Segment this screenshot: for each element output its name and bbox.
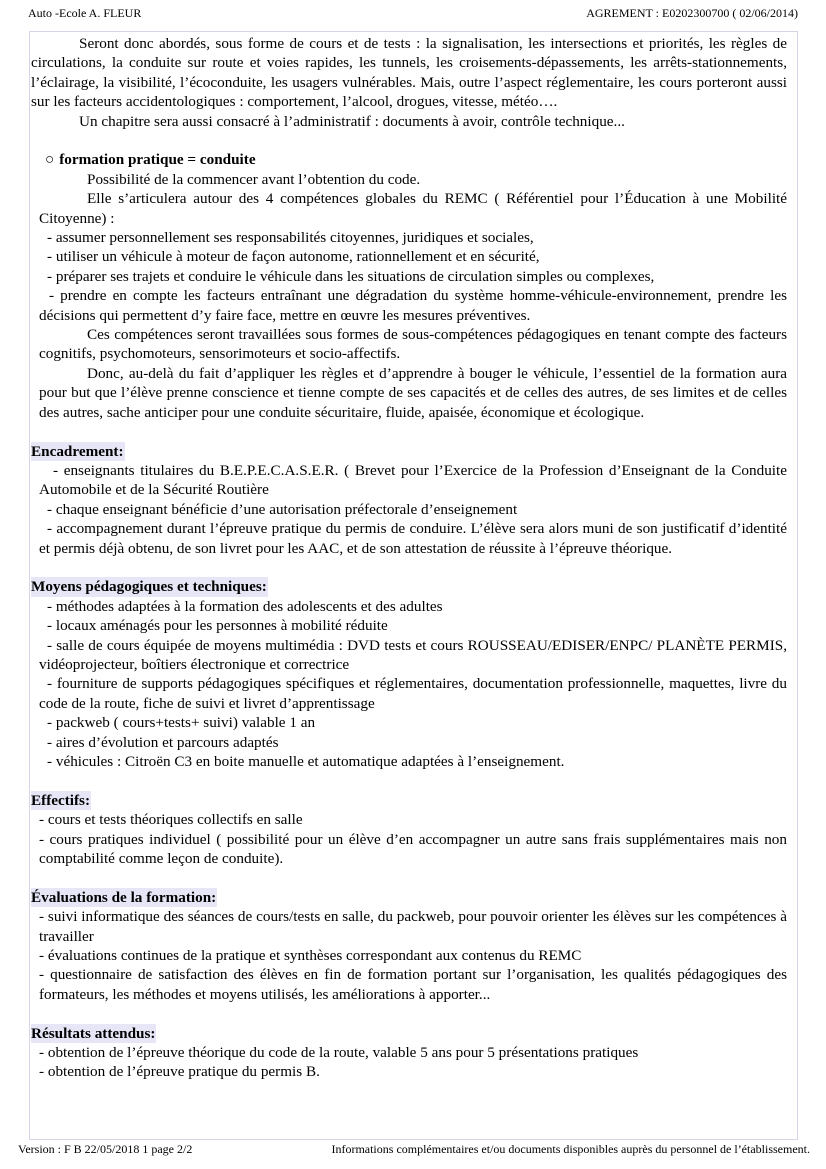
pratique-paragraph: Donc, au-delà du fait d’appliquer les règles et d’apprendre à bouger le véhicule, l’essentiel de la formation aura pour but que l’élève prenne conscience et tienne compte de ses capacités et de celles des autres, de ses limites et de celles des autres, sache anticiper pour une conduite sécuritaire, fluide, apaisée, économique et écologique. bbox=[39, 364, 787, 421]
list-item: - accompagnement durant l’épreuve pratique du permis de conduire. L’élève sera alors muni de son justificatif d’identité et permis déjà obtenu, de son livret pour les AAC, et de son attestation de réussite à l’épreuve théorique. bbox=[39, 520, 787, 557]
pratique-section bbox=[31, 170, 787, 422]
intro-paragraph: Seront donc abordés, sous forme de cours et de tests : la signalisation, les intersections et priorités, les règles de circulations, la conduite sur route et voies rapides, les tunnels, les croisements-dépassements, les arrêts-stationnements, l’éclairage, la visibilité, l’écoconduite, les usagers vulnérables. Mais, outre l’aspect réglementaire, les cours porteront aussi sur les facteurs accidentologiques : comportement, l’alcool, drogues, vitesse, météo…. bbox=[31, 35, 787, 111]
list-item: - fourniture de supports pédagogiques spécifiques et réglementaires, documentation professionnelle, maquettes, livre du code de la route, fiche de suivi et livret d’apprentissage bbox=[39, 675, 787, 712]
footer-info: Informations complémentaires et/ou documents disponibles auprès du personnel de l’établissement. bbox=[331, 1142, 810, 1156]
section-encadrement bbox=[31, 442, 787, 558]
list-item: - enseignants titulaires du B.E.P.E.C.A.S.E.R. ( Brevet pour l’Exercice de la Profession d’Enseignant de la Conduite Automobile et de la Sécurité Routière bbox=[39, 461, 787, 499]
document-body bbox=[31, 34, 787, 1082]
list-item: - cours pratiques individuel ( possibilité pour un élève d’en accompagner un autre sans frais supplémentaires mais non comptabilité comme leçon de conduite). bbox=[39, 830, 787, 867]
list-item: - cours et tests théoriques collectifs en salle bbox=[39, 811, 303, 829]
section-heading: Encadrement: bbox=[31, 442, 124, 460]
pratique-heading bbox=[31, 150, 787, 169]
section-heading: Résultats attendus: bbox=[31, 1024, 156, 1042]
list-item: - suivi informatique des séances de cours/tests en salle, du packweb, pour pouvoir orienter les élèves sur les compétences à travailler bbox=[39, 908, 787, 945]
section-evaluations bbox=[31, 888, 787, 1004]
section-effectifs bbox=[31, 791, 787, 869]
list-item: - chaque enseignant bénéficie d’une autorisation préfectorale d’enseignement bbox=[47, 500, 518, 518]
section-heading: Effectifs: bbox=[31, 791, 91, 809]
list-item: - prendre en compte les facteurs entraînant une dégradation du système homme-véhicule-environnement, prendre les décisions qui permettent d’y faire face, mettre en œuvre les mesures préventives. bbox=[39, 287, 787, 324]
list-item: - salle de cours équipée de moyens multimédia : DVD tests et cours ROUSSEAU/EDISER/ENPC/ PLANÈTE PERMIS, vidéoprojecteur, boîtiers électronique et correctrice bbox=[39, 636, 787, 673]
list-item: - préparer ses trajets et conduire le véhicule dans les situations de circulation simples ou complexes, bbox=[47, 267, 655, 285]
pratique-paragraph: Ces compétences seront travaillées sous formes de sous-compétences pédagogiques en tenant compte des facteurs cognitifs, psychomoteurs, sensorimoteurs et socio-affectifs. bbox=[39, 326, 787, 363]
section-moyens bbox=[31, 577, 787, 771]
section-heading: Moyens pédagogiques et techniques: bbox=[31, 578, 267, 596]
pratique-title: formation pratique = conduite bbox=[59, 151, 256, 169]
list-item: - packweb ( cours+tests+ suivi) valable 1 an bbox=[47, 714, 316, 732]
header-agreement: AGREMENT : E0202300700 ( 02/06/2014) bbox=[586, 6, 798, 20]
header-school-name: Auto -Ecole A. FLEUR bbox=[28, 6, 142, 20]
pratique-paragraph: Elle s’articulera autour des 4 compétences globales du REMC ( Référentiel pour l’Éducation à une Mobilité Citoyenne) : bbox=[39, 190, 787, 227]
list-item: - évaluations continues de la pratique et synthèses correspondant aux contenus du REMC bbox=[39, 947, 582, 965]
section-heading: Évaluations de la formation: bbox=[31, 888, 217, 906]
list-item: - obtention de l’épreuve pratique du permis B. bbox=[39, 1063, 320, 1081]
list-item: - utiliser un véhicule à moteur de façon autonome, rationnellement et en sécurité, bbox=[47, 248, 540, 266]
list-item: - méthodes adaptées à la formation des adolescents et des adultes bbox=[47, 597, 443, 615]
pratique-paragraph: Possibilité de la commencer avant l’obtention du code. bbox=[87, 170, 421, 188]
circle-bullet-icon: ○ bbox=[45, 151, 55, 169]
list-item: - assumer personnellement ses responsabilités citoyennes, juridiques et sociales, bbox=[47, 229, 534, 247]
intro-admin-paragraph: Un chapitre sera aussi consacré à l’administratif : documents à avoir, contrôle technique... bbox=[79, 112, 625, 130]
list-item: - véhicules : Citroën C3 en boite manuelle et automatique adaptées à l’enseignement. bbox=[47, 752, 565, 770]
list-item: - aires d’évolution et parcours adaptés bbox=[47, 733, 279, 751]
section-resultats bbox=[31, 1024, 787, 1082]
list-item: - obtention de l’épreuve théorique du code de la route, valable 5 ans pour 5 présentations pratiques bbox=[39, 1044, 639, 1062]
footer-version: Version : F B 22/05/2018 1 page 2/2 bbox=[18, 1142, 193, 1156]
list-item: - questionnaire de satisfaction des élèves en fin de formation portant sur l’organisation, les qualités pédagogiques des formateurs, les méthodes et moyens utilisés, les améliorations à apporter... bbox=[39, 966, 787, 1003]
list-item: - locaux aménagés pour les personnes à mobilité réduite bbox=[47, 617, 388, 635]
